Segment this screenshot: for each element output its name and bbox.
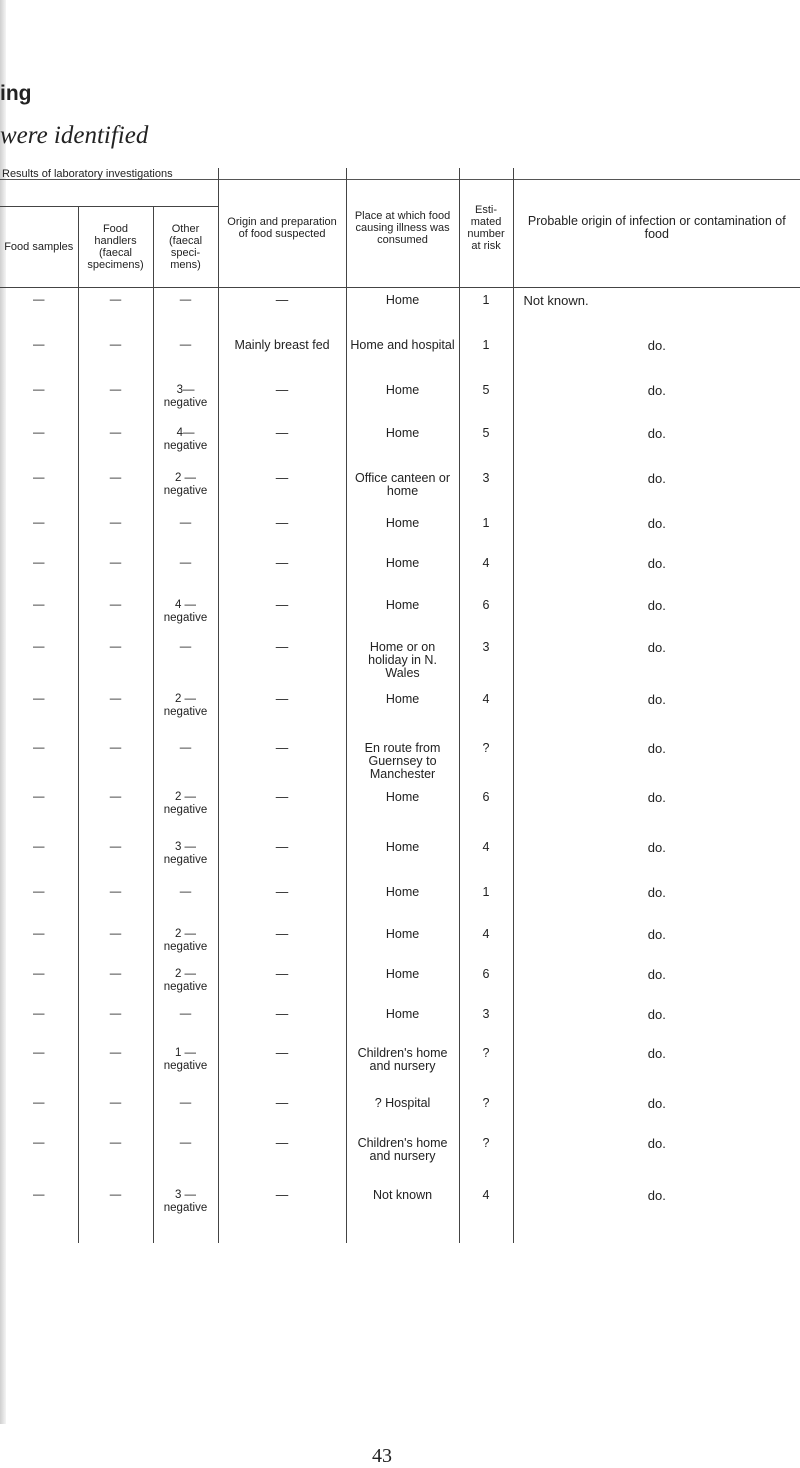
table-row: [0, 288, 800, 333]
cell-other-specimens: —: [153, 288, 218, 333]
cell-origin: —: [218, 378, 346, 421]
table-row: [0, 333, 800, 378]
cell-food-samples: —: [33, 840, 45, 853]
header-food-handlers: Food handlers (faecal specimens): [78, 207, 153, 288]
cell-origin: —: [218, 1183, 346, 1243]
header-estimated-risk: Esti- mated number at risk: [459, 168, 513, 288]
table-row: [0, 962, 800, 1002]
cell-food-handlers: —: [78, 1091, 153, 1131]
table-row: [0, 1131, 800, 1183]
cell-food-handlers: —: [78, 1131, 153, 1183]
cell-estimated-risk: 1: [459, 288, 513, 333]
cell-food-handlers: —: [78, 421, 153, 466]
table-row: [0, 593, 800, 635]
cell-estimated-risk: 1: [459, 880, 513, 922]
header-probable-origin: Probable origin of infection or contamination of food: [513, 168, 800, 288]
cell-probable-origin: do.: [513, 687, 800, 736]
cell-food-handlers: —: [78, 466, 153, 511]
cell-place: Home and hospital: [346, 333, 459, 378]
cell-probable-origin: do.: [513, 880, 800, 922]
cell-estimated-risk: 1: [459, 333, 513, 378]
cell-origin: —: [218, 687, 346, 736]
cell-origin: —: [218, 635, 346, 687]
cell-origin: —: [218, 922, 346, 962]
table-row: [0, 1183, 800, 1243]
cell-food-handlers: —: [78, 551, 153, 593]
cell-food-samples: —: [33, 885, 45, 898]
cell-probable-origin: do.: [513, 551, 800, 593]
cell-probable-origin: do.: [513, 736, 800, 785]
table-row: [0, 922, 800, 962]
cell-place: Children's home and nursery: [346, 1131, 459, 1183]
cell-estimated-risk: 3: [459, 635, 513, 687]
cell-estimated-risk: 6: [459, 962, 513, 1002]
cell-probable-origin: do.: [513, 378, 800, 421]
cell-estimated-risk: 5: [459, 421, 513, 466]
table-header: [0, 168, 800, 288]
cell-food-handlers: —: [78, 880, 153, 922]
cell-probable-origin: do.: [513, 1041, 800, 1091]
table-row: [0, 511, 800, 551]
cell-origin: —: [218, 466, 346, 511]
table-row: [0, 785, 800, 835]
cell-origin: —: [218, 785, 346, 835]
cell-place: Home: [346, 880, 459, 922]
cell-other-specimens: 3— negative: [153, 378, 218, 421]
cell-food-handlers: —: [78, 962, 153, 1002]
cell-origin: —: [218, 288, 346, 333]
cell-estimated-risk: 3: [459, 466, 513, 511]
header-other-specimens: Other (faecal speci- mens): [153, 207, 218, 288]
cell-probable-origin: do.: [513, 1131, 800, 1183]
table-body: [0, 288, 800, 1243]
heading-subtitle: were identified: [0, 122, 149, 149]
cell-estimated-risk: 6: [459, 593, 513, 635]
cell-other-specimens: 2 — negative: [153, 922, 218, 962]
cell-food-samples: —: [33, 426, 45, 439]
cell-food-handlers: —: [78, 1183, 153, 1243]
cell-estimated-risk: 4: [459, 687, 513, 736]
cell-probable-origin: do.: [513, 922, 800, 962]
cell-other-specimens: —: [153, 1091, 218, 1131]
food-poisoning-table: [0, 168, 800, 1243]
cell-other-specimens: 4— negative: [153, 421, 218, 466]
cell-probable-origin: do.: [513, 1183, 800, 1243]
cell-other-specimens: —: [153, 333, 218, 378]
cell-estimated-risk: 3: [459, 1002, 513, 1041]
cell-origin: —: [218, 835, 346, 880]
header-place: Place at which food causing illness was consumed: [346, 168, 459, 288]
cell-food-samples: —: [33, 338, 45, 351]
header-food-samples: Food samples: [0, 207, 78, 288]
cell-food-samples: —: [33, 1188, 45, 1201]
cell-food-samples: —: [33, 640, 45, 653]
cell-food-samples: —: [33, 692, 45, 705]
cell-other-specimens: 4 — negative: [153, 593, 218, 635]
cell-food-handlers: —: [78, 922, 153, 962]
cell-origin: —: [218, 736, 346, 785]
cell-estimated-risk: 1: [459, 511, 513, 551]
header-lab-results: Results of laboratory investigations: [2, 168, 173, 180]
table-row: [0, 635, 800, 687]
cell-place: Home: [346, 1002, 459, 1041]
page-number: 43: [372, 1445, 392, 1467]
cell-food-handlers: —: [78, 835, 153, 880]
cell-origin: —: [218, 1091, 346, 1131]
cell-other-specimens: 3 — negative: [153, 835, 218, 880]
cell-place: Home: [346, 551, 459, 593]
table-row: [0, 1041, 800, 1091]
cell-place: Home: [346, 922, 459, 962]
cell-place: Home: [346, 962, 459, 1002]
cell-probable-origin: do.: [513, 1002, 800, 1041]
table-row: [0, 1002, 800, 1041]
cell-food-handlers: —: [78, 593, 153, 635]
cell-food-handlers: —: [78, 687, 153, 736]
table-row: [0, 835, 800, 880]
cell-estimated-risk: ?: [459, 1041, 513, 1091]
cell-estimated-risk: 5: [459, 378, 513, 421]
cell-food-samples: —: [33, 967, 45, 980]
cell-food-handlers: —: [78, 785, 153, 835]
table-row: [0, 1091, 800, 1131]
cell-probable-origin: do.: [513, 511, 800, 551]
cell-food-samples: —: [33, 1096, 45, 1109]
cell-place: Home: [346, 421, 459, 466]
cell-estimated-risk: 4: [459, 1183, 513, 1243]
cell-estimated-risk: ?: [459, 1091, 513, 1131]
cell-probable-origin: do.: [513, 333, 800, 378]
cell-food-samples: —: [33, 516, 45, 529]
table-row: [0, 551, 800, 593]
cell-estimated-risk: 4: [459, 835, 513, 880]
cell-origin: —: [218, 1002, 346, 1041]
cell-place: En route from Guernsey to Manchester: [346, 736, 459, 785]
cell-food-handlers: —: [78, 1041, 153, 1091]
cell-food-samples: —: [33, 471, 45, 484]
cell-other-specimens: 1 — negative: [153, 1041, 218, 1091]
cell-other-specimens: —: [153, 736, 218, 785]
cell-food-samples: —: [33, 1046, 45, 1059]
cell-estimated-risk: 6: [459, 785, 513, 835]
cell-estimated-risk: 4: [459, 551, 513, 593]
cell-other-specimens: 3 — negative: [153, 1183, 218, 1243]
cell-place: Home: [346, 511, 459, 551]
cell-origin: —: [218, 1041, 346, 1091]
cell-other-specimens: 2 — negative: [153, 687, 218, 736]
cell-other-specimens: —: [153, 551, 218, 593]
cell-estimated-risk: ?: [459, 736, 513, 785]
table-row: [0, 687, 800, 736]
cell-origin: Mainly breast fed: [218, 333, 346, 378]
cell-estimated-risk: ?: [459, 1131, 513, 1183]
cell-estimated-risk: 4: [459, 922, 513, 962]
cell-place: Home: [346, 835, 459, 880]
heading-fragment: ing: [0, 82, 32, 105]
cell-food-samples: —: [33, 1007, 45, 1020]
cell-origin: —: [218, 880, 346, 922]
cell-place: ? Hospital: [346, 1091, 459, 1131]
cell-food-samples: —: [33, 741, 45, 754]
cell-food-samples: —: [33, 927, 45, 940]
cell-other-specimens: —: [153, 1002, 218, 1041]
cell-origin: —: [218, 593, 346, 635]
cell-food-handlers: —: [78, 736, 153, 785]
cell-food-samples: —: [33, 790, 45, 803]
cell-other-specimens: —: [153, 1131, 218, 1183]
cell-food-handlers: —: [78, 635, 153, 687]
cell-place: Home: [346, 593, 459, 635]
cell-place: Children's home and nursery: [346, 1041, 459, 1091]
cell-place: Home: [346, 378, 459, 421]
cell-place: Home or on holiday in N. Wales: [346, 635, 459, 687]
cell-food-samples: —: [33, 383, 45, 396]
cell-place: Not known: [346, 1183, 459, 1243]
cell-other-specimens: 2 — negative: [153, 962, 218, 1002]
cell-other-specimens: 2 — negative: [153, 785, 218, 835]
table-row: [0, 378, 800, 421]
cell-probable-origin: do.: [513, 466, 800, 511]
cell-origin: —: [218, 511, 346, 551]
cell-probable-origin: do.: [513, 962, 800, 1002]
cell-origin: —: [218, 1131, 346, 1183]
cell-food-handlers: —: [78, 511, 153, 551]
cell-food-handlers: —: [78, 378, 153, 421]
cell-place: Home: [346, 288, 459, 333]
table-row: [0, 736, 800, 785]
cell-origin: —: [218, 421, 346, 466]
cell-food-handlers: —: [78, 333, 153, 378]
cell-food-samples: —: [33, 294, 45, 306]
cell-food-handlers: —: [78, 1002, 153, 1041]
cell-other-specimens: —: [153, 635, 218, 687]
cell-place: Home: [346, 687, 459, 736]
cell-origin: —: [218, 962, 346, 1002]
cell-food-samples: —: [33, 1136, 45, 1149]
cell-food-handlers: —: [78, 288, 153, 333]
cell-origin: —: [218, 551, 346, 593]
cell-place: Office canteen or home: [346, 466, 459, 511]
cell-food-samples: —: [33, 556, 45, 569]
cell-other-specimens: 2 — negative: [153, 466, 218, 511]
table-row: [0, 421, 800, 466]
cell-probable-origin: do.: [513, 421, 800, 466]
cell-probable-origin: do.: [513, 835, 800, 880]
cell-other-specimens: —: [153, 880, 218, 922]
cell-probable-origin: Not known.: [513, 288, 800, 333]
cell-food-samples: —: [33, 598, 45, 611]
cell-other-specimens: —: [153, 511, 218, 551]
cell-probable-origin: do.: [513, 785, 800, 835]
cell-probable-origin: do.: [513, 1091, 800, 1131]
cell-probable-origin: do.: [513, 593, 800, 635]
header-origin: Origin and preparation of food suspected: [218, 168, 346, 288]
cell-probable-origin: do.: [513, 635, 800, 687]
results-table: [0, 168, 800, 1243]
table-row: [0, 466, 800, 511]
cell-place: Home: [346, 785, 459, 835]
table-row: [0, 880, 800, 922]
